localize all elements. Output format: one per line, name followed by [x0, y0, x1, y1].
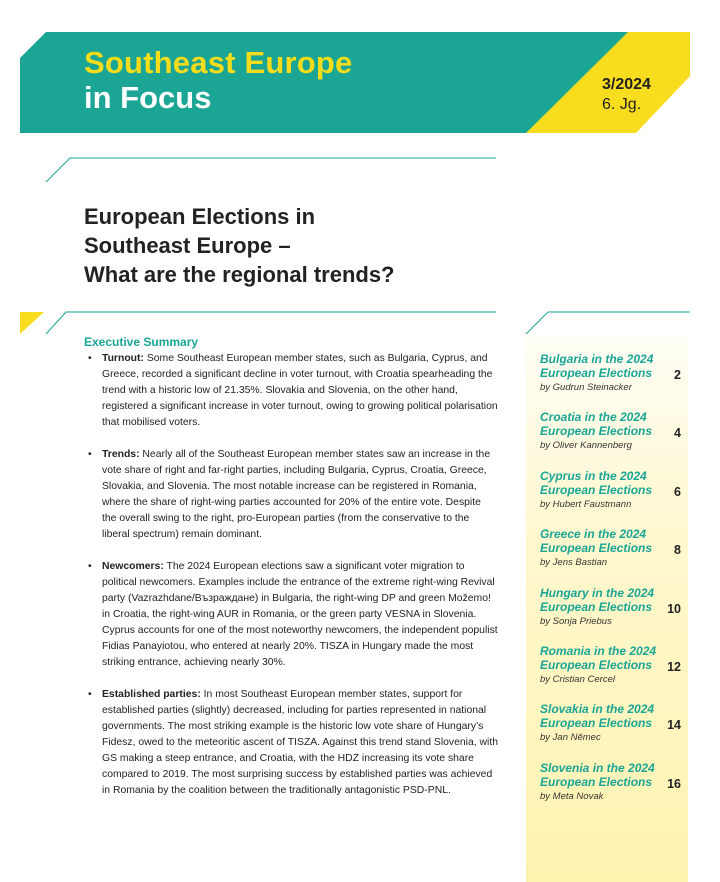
- issue-number: 3/2024: [602, 76, 651, 93]
- summary-term: Established parties:: [102, 689, 201, 700]
- summary-text: Nearly all of the Southeast European member states saw an increase in the vote share of right and far-right parties, including Bulgaria, Cyprus, Croatia, Greece, Slovakia, and Slovenia. The most notable increase can be registered in Romania, where the share of right-wing parties accounted for 20% of the entire vote. Despite the overall swing to the right, pro-European parties (from the conservative to the liberal spectrum) remain dominant.: [102, 449, 491, 540]
- toc-item-page: 14: [667, 718, 681, 733]
- volume-label: 6. Jg.: [602, 96, 642, 113]
- toc-title-line2: European Elections: [540, 541, 653, 556]
- publication-title-line2: in Focus: [84, 80, 212, 115]
- toc-item-page: 2: [674, 368, 681, 382]
- header-banner: [0, 0, 720, 140]
- toc-title-line1: Romania in the 2024: [540, 643, 657, 658]
- bullet-icon: •: [88, 353, 92, 364]
- summary-item-turnout: [84, 351, 498, 431]
- toc-item-title: [540, 410, 660, 438]
- toc-item-title: [540, 761, 660, 789]
- toc-item-page: 4: [674, 426, 681, 441]
- toc-item-slovakia[interactable]: [540, 702, 690, 760]
- toc-title-line1: Croatia in the 2024: [540, 410, 647, 425]
- toc-item-page: 6: [674, 484, 681, 499]
- toc-title-line1: Hungary in the 2024: [540, 585, 655, 600]
- summary-term: Newcomers:: [102, 561, 164, 572]
- summary-item-established-parties: [84, 687, 498, 799]
- headline-line2: Southeast Europe –: [84, 233, 291, 258]
- bullet-icon: •: [88, 449, 92, 460]
- toc-title-line1: Slovakia in the 2024: [540, 702, 655, 717]
- headline-line3: What are the regional trends?: [84, 262, 395, 287]
- summary-text: Some Southeast European member states, such as Bulgaria, Cyprus, and Greece, recorded a significant decline in voter turnout, with Croatia spearheading the trend with a historic low of 21.35%. Slovakia and Slovenia, on the other hand, registered a significant increase in voter turnout, owing to growing political polarisation that mobilised voters.: [102, 353, 498, 428]
- toc-item-title: [540, 469, 660, 497]
- toc-item-author: by Oliver Kannenberg: [540, 440, 632, 452]
- toc-title-line2: European Elections: [540, 424, 653, 439]
- bullet-icon: •: [88, 561, 92, 572]
- summary-text: In most Southeast European member states, support for established parties (slightly) decreased, including for parties represented in national governments. The most striking example is the historic low vote share of Hungary’s Fidesz, owed to the meteoritic ascent of TISZA. Against this trend stand Slovenia, with GS making a steep entrance, and Croatia, with the HDZ increasing its vote share compared to 2019. The most surprising success by established parties was achieved in Romania by the coalition between the traditionally antagonistic PSD-PNL.: [102, 689, 499, 796]
- toc-title-line1: Bulgaria in the 2024: [540, 352, 654, 366]
- toc-item-author: by Hubert Faustmann: [540, 498, 632, 510]
- toc-title-line2: European Elections: [540, 774, 653, 789]
- toc-title-line1: Slovenia in the 2024: [540, 760, 655, 775]
- toc-item-title: [540, 586, 660, 614]
- toc-item-bulgaria[interactable]: [540, 352, 690, 410]
- bullet-icon: •: [88, 689, 92, 700]
- toc-title-line2: European Elections: [540, 599, 653, 614]
- sidebar-divider-line: [526, 312, 690, 334]
- toc-item-author: by Meta Novak: [540, 790, 604, 802]
- toc-item-author: by Jan Němec: [540, 732, 601, 744]
- toc-item-title: [540, 702, 660, 730]
- summary-divider-line: [46, 312, 496, 334]
- toc-item-author: by Cristian Cercel: [540, 673, 615, 685]
- executive-summary-list: [84, 351, 498, 815]
- toc-item-author: by Sonja Priebus: [540, 615, 612, 627]
- toc-title-line1: Cyprus in the 2024: [540, 468, 647, 483]
- article-headline: [84, 202, 504, 289]
- toc-item-title: [540, 352, 660, 380]
- toc-item-hungary[interactable]: [540, 586, 690, 644]
- toc-item-author: by Jens Bastian: [540, 557, 608, 569]
- toc-title-line2: European Elections: [540, 482, 653, 497]
- summary-item-trends: [84, 447, 498, 543]
- publication-title-line1: Southeast Europe: [84, 45, 353, 80]
- toc-item-page: 16: [667, 776, 681, 791]
- toc-item-page: 12: [667, 659, 681, 674]
- toc-item-romania[interactable]: [540, 644, 690, 702]
- summary-item-newcomers: [84, 559, 498, 671]
- toc-item-slovenia[interactable]: [540, 761, 690, 819]
- headline-line1: European Elections in: [84, 204, 316, 229]
- summary-text: The 2024 European elections saw a significant voter migration to political newcomers. Examples include the entrance of the extreme right-wing Revival party (Vazrazhdane/Възраждане) in Bulgaria, the right-wing DP and green Možemo! in Croatia, the right-wing AUR in Romania, or the green party VESNA in Slovenia. Cyprus accounts for one of the most noteworthy newcomers, the independent populist Fidias Panayiotou, who entered at nearly 20%. TISZA in Hungary made the most striking entrance, achieving nearly 30%.: [102, 561, 498, 668]
- toc-item-title: [540, 644, 660, 672]
- toc-title-line1: Greece in the 2024: [540, 527, 647, 542]
- toc-title-line2: European Elections: [540, 716, 653, 731]
- toc-item-title: [540, 527, 660, 555]
- summary-term: Trends:: [102, 449, 140, 460]
- toc-item-page: 10: [667, 601, 681, 616]
- toc-title-line2: European Elections: [540, 366, 653, 380]
- executive-summary-heading: Executive Summary: [84, 335, 199, 349]
- toc-item-page: 8: [674, 543, 681, 558]
- toc-item-greece[interactable]: [540, 527, 690, 585]
- table-of-contents: [540, 352, 690, 819]
- headline-divider-line: [46, 158, 496, 182]
- yellow-accent-triangle: [20, 312, 44, 334]
- toc-item-croatia[interactable]: [540, 410, 690, 468]
- summary-term: Turnout:: [102, 353, 144, 364]
- toc-item-author: by Gudrun Steinacker: [540, 382, 632, 393]
- toc-item-cyprus[interactable]: [540, 469, 690, 527]
- toc-title-line2: European Elections: [540, 657, 653, 672]
